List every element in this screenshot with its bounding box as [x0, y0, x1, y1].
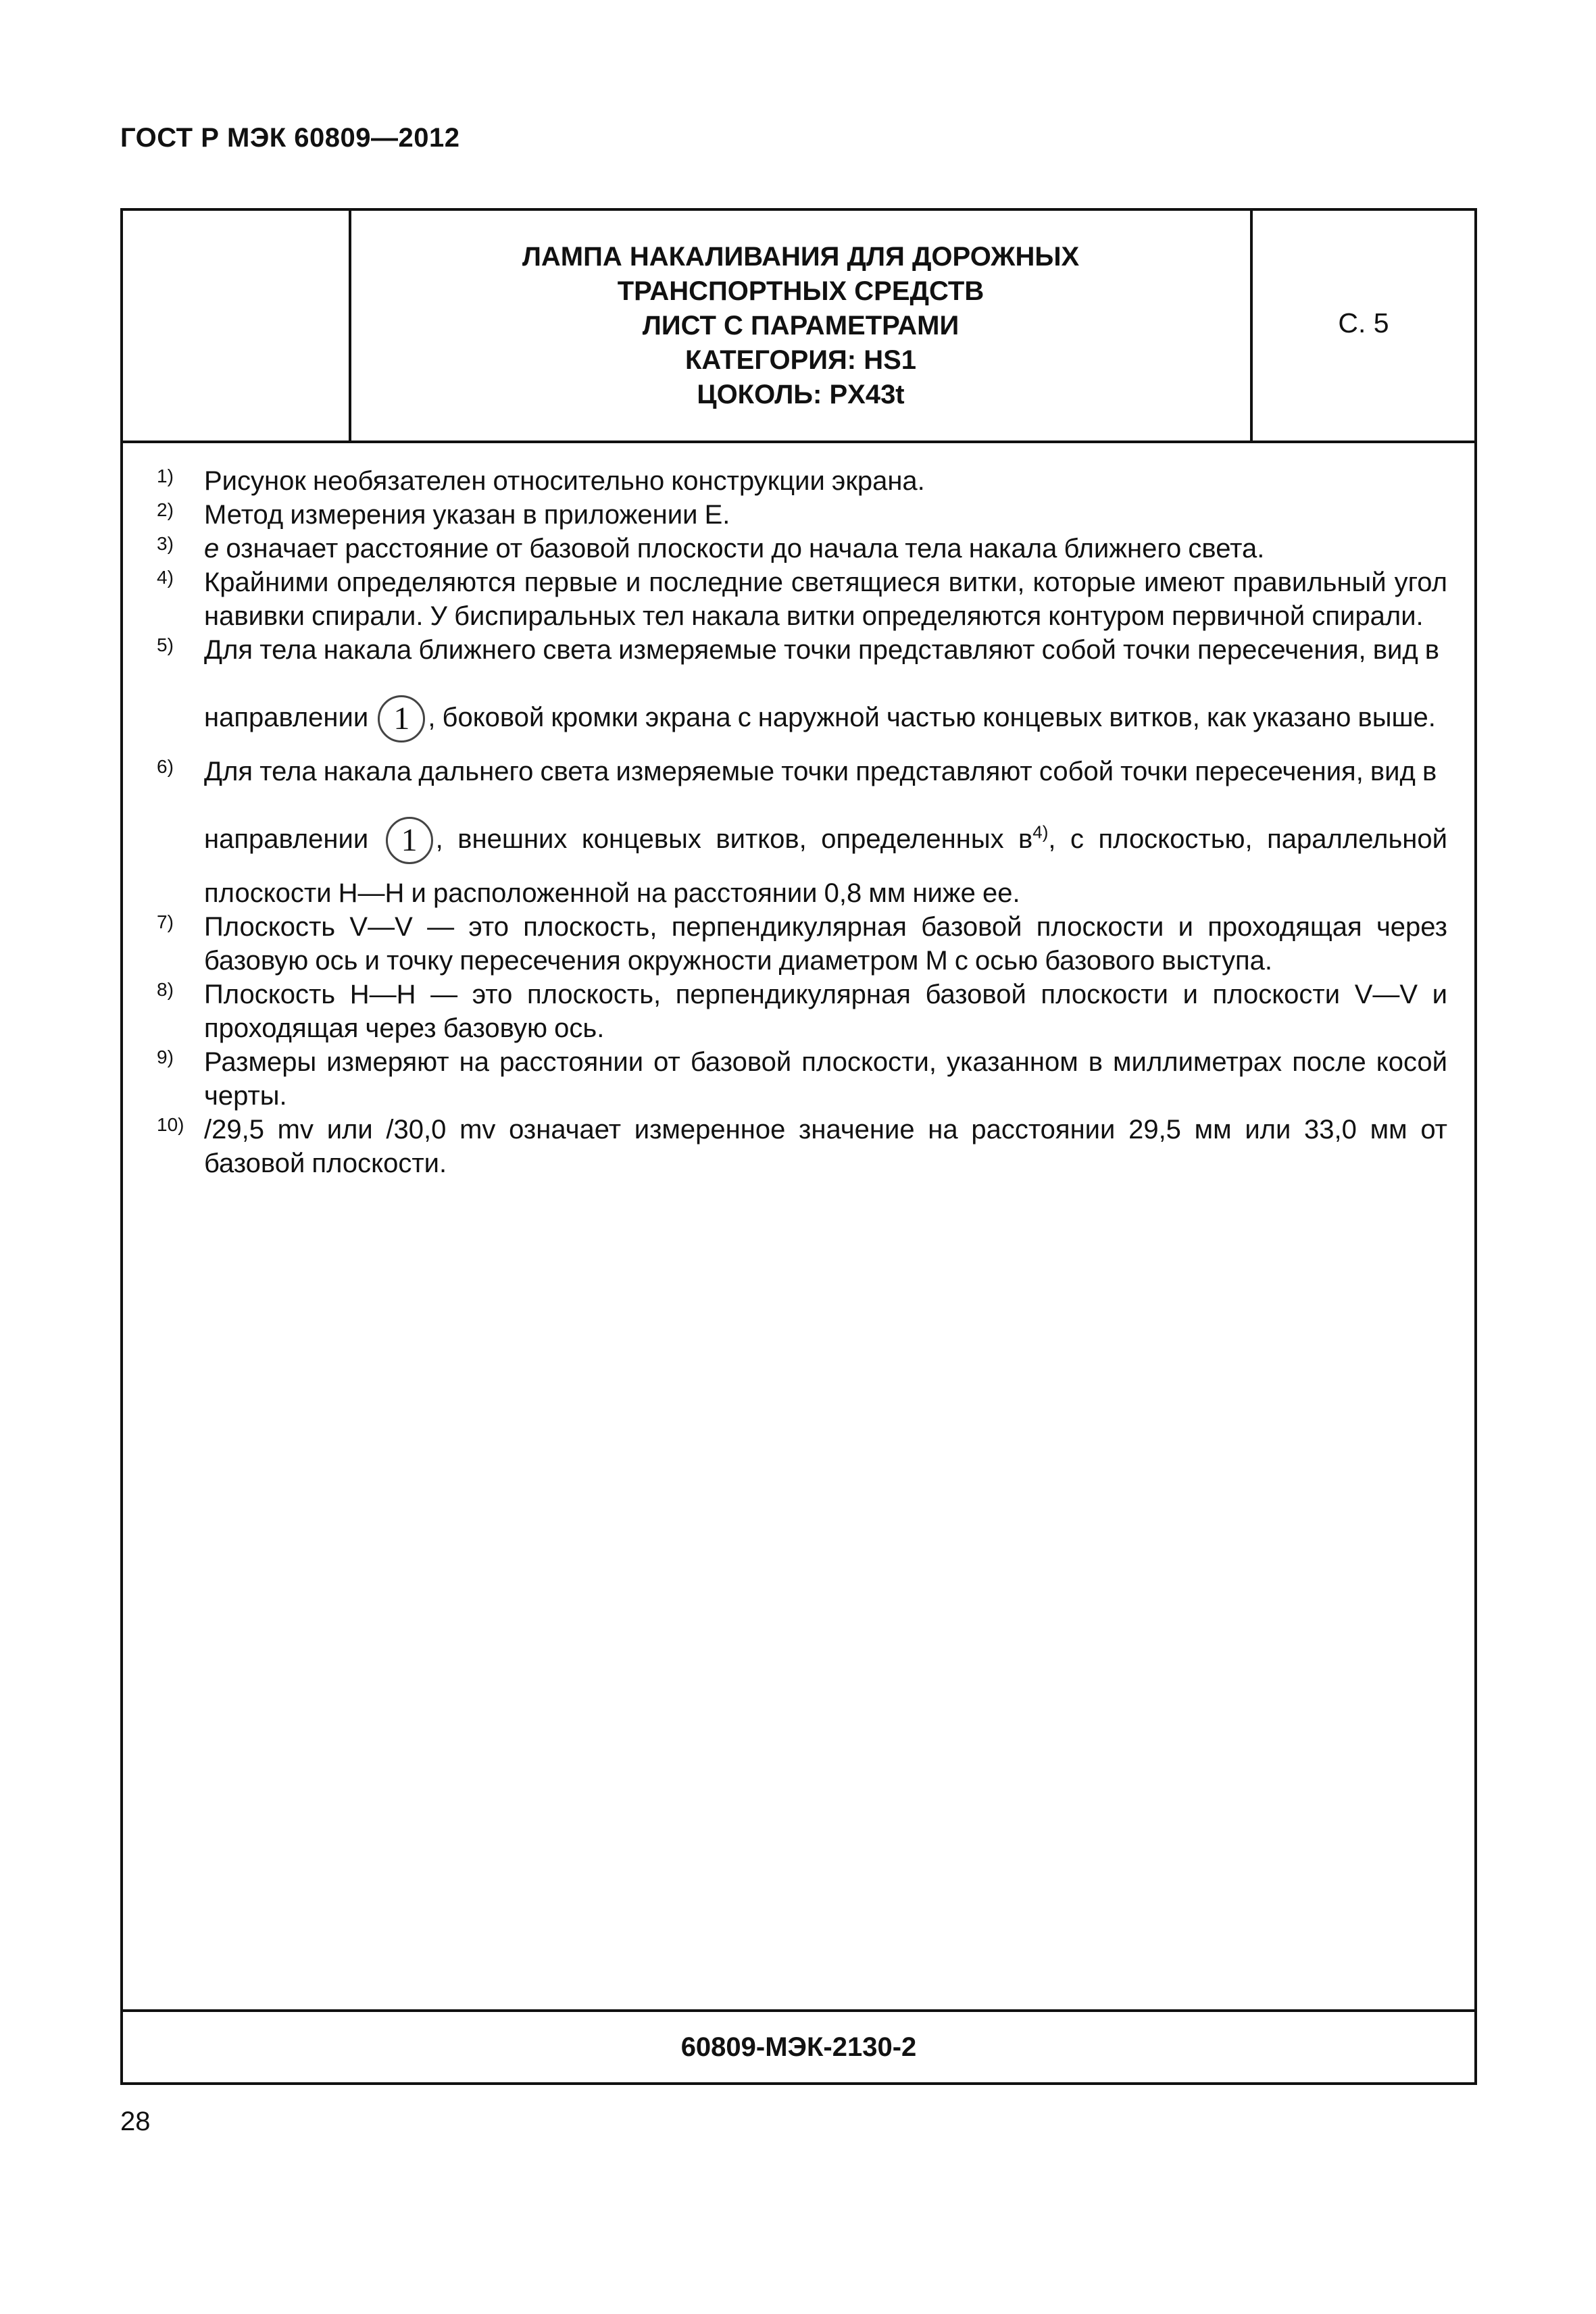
footnote [123, 498, 1474, 532]
footnote-text: , боковой кромки экрана с наружной частью концевых витков, как указано выше. [428, 703, 1436, 732]
title-line: ЦОКОЛЬ: PX43t [697, 379, 905, 409]
footnote-line [204, 802, 1447, 876]
footnote-text: /29,5 mv или /30,0 mv означает измеренное значение на расстоянии 29,5 мм или 33,0 мм от базовой плоскости. [204, 1115, 1447, 1178]
title-block-center-cell [351, 211, 1250, 441]
footnote-symbol: е [204, 534, 220, 563]
footnote [123, 910, 1474, 978]
footnote-text: Крайними определяются первые и последние светящиеся витки, которые имеют правильный угол навивки спирали. У биспиральных тел накала витки определяются контуром первичной спирали. [204, 568, 1447, 631]
footnote [123, 633, 1474, 755]
footnote-text: Рисунок необязателен относительно конструкции экрана. [204, 466, 925, 496]
footnote-number: 5) [157, 634, 174, 655]
footnote-number: 3) [157, 533, 174, 554]
footnote-number: 7) [157, 911, 174, 932]
footnote [123, 1113, 1474, 1180]
document-standard-header: ГОСТ Р МЭК 60809—2012 [120, 123, 460, 153]
title-line: ТРАНСПОРТНЫХ СРЕДСТВ [617, 276, 984, 306]
footnote-number: 8) [157, 979, 174, 1000]
footnote [123, 755, 1474, 910]
footnote-text: , с плоскостью, параллельной [1048, 824, 1447, 854]
footnote-text: Для тела накала дальнего света измеряемые точки представляют собой точки пересечения, вид в [204, 757, 1437, 786]
footnote-number: 2) [157, 499, 174, 520]
footnote-number: 9) [157, 1047, 174, 1067]
footnote [123, 1045, 1474, 1113]
page-number: 28 [120, 2107, 151, 2136]
footnote-text: Метод измерения указан в приложении Е. [204, 500, 730, 530]
title-line: ЛИСТ С ПАРАМЕТРАМИ [642, 310, 959, 341]
footnote-text: направлении [204, 824, 369, 854]
footnotes-list [123, 464, 1474, 1180]
footnote-number: 10) [157, 1114, 184, 1135]
footnote [123, 565, 1474, 633]
footnote [123, 978, 1474, 1045]
view-direction-circle: 1 [386, 817, 433, 864]
footnote-line [204, 680, 1447, 755]
footnote [123, 532, 1474, 565]
sheet-frame [120, 208, 1477, 2085]
footnote-text: направлении [204, 703, 369, 732]
footnote [123, 464, 1474, 498]
title-line: ЛАМПА НАКАЛИВАНИЯ ДЛЯ ДОРОЖНЫХ [522, 241, 1080, 272]
footnote-text: Для тела накала ближнего света измеряемые точки представляют собой точки пересечения, вид в [204, 635, 1440, 665]
footnote-text: Плоскость Н—Н — это плоскость, перпендикулярная базовой плоскости и плоскости V—V и проходящая через базовую ось. [204, 980, 1447, 1043]
footnote-text: Плоскость V—V — это плоскость, перпендикулярная базовой плоскости и проходящая через базовую ось и точку пересечения окружности диаметром М с осью базового выступа. [204, 912, 1447, 976]
footnote-number: 1) [157, 466, 174, 486]
footnote-number: 6) [157, 756, 174, 777]
view-direction-circle: 1 [378, 695, 425, 743]
footnote-reference: 4) [1032, 822, 1049, 842]
footnote-text: Размеры измеряют на расстоянии от базовой плоскости, указанном в миллиметрах после косой черты. [204, 1047, 1447, 1111]
title-block-left-cell [123, 211, 351, 441]
sheet-code-footer: 60809-МЭК-2130-2 [123, 2009, 1474, 2082]
title-line: КАТЕГОРИЯ: HS1 [684, 345, 917, 375]
title-block [123, 211, 1474, 443]
footnote-text: плоскости Н—Н и расположенной на расстоянии 0,8 мм ниже ее. [204, 878, 1020, 908]
footnote-number: 4) [157, 567, 174, 588]
footnote-text: , внешних концевых витков, определенных в [435, 824, 1033, 854]
sheet-number: С. 5 [1250, 211, 1474, 441]
footnote-text: означает расстояние от базовой плоскости до начала тела накала ближнего света. [219, 534, 1265, 563]
